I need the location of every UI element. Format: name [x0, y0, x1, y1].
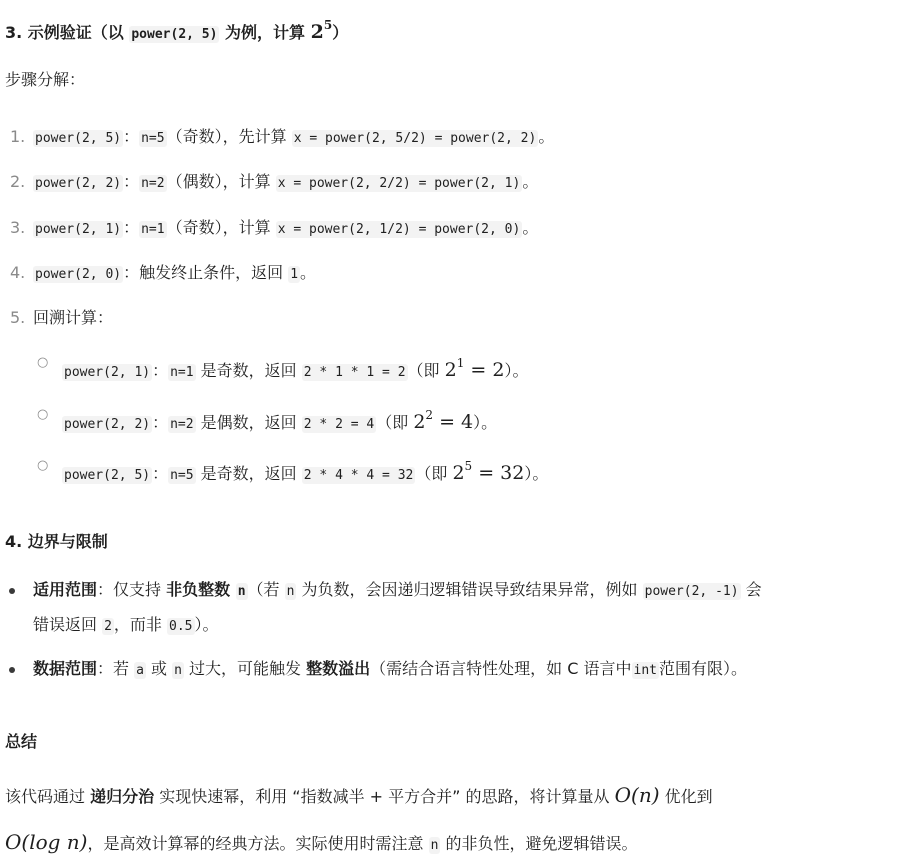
list-number: 2. — [10, 172, 26, 191]
heading-text: ） — [332, 23, 349, 42]
bold-label: 适用范围 — [33, 580, 98, 599]
inline-code: power(2, 5) — [35, 131, 122, 146]
heading-text: 为例，计算 — [219, 23, 311, 42]
summary-line-1: 该代码通过 递归分治 实现快速幂，利用 “指数减半 + 平方合并” 的思路，将计算量从 O(n) 优化到 — [5, 783, 713, 807]
inline-code: power(2, 5) — [64, 468, 151, 483]
bullet-dot-icon — [9, 667, 15, 673]
inline-code: x = power(2, 2/2) = power(2, 1) — [277, 176, 521, 191]
inline-code: 2 * 2 = 4 — [303, 417, 375, 432]
list-item-scope: 适用范围：仅支持 非负整数 n （若 n 为负数，会因递归逻辑错误导致结果异常，例如 power(2, -1) 会 错误返回 2 ，而非 0.5 ）。 — [0, 578, 904, 638]
inline-code: a — [136, 663, 144, 678]
inline-code: 2 * 4 * 4 = 32 — [303, 468, 414, 483]
sub-list-item: ○ power(2, 1) ： n=1 是奇数，返回 2 * 1 * 1 = 2 （即 $2^1 = 2$）。 — [0, 351, 904, 377]
list-number: 5. — [10, 308, 26, 327]
heading-text: 3. 示例验证（以 — [5, 23, 130, 42]
section-4-heading — [5, 530, 904, 554]
inline-code: 2 — [104, 619, 112, 634]
inline-code: x = power(2, 1/2) = power(2, 0) — [277, 222, 521, 237]
inline-code: 0.5 — [169, 619, 193, 634]
summary-heading — [5, 730, 904, 754]
inline-code: n=5 — [141, 131, 165, 146]
inline-math: $2^1 = 2$ — [444, 356, 505, 381]
inline-code: n — [430, 838, 439, 853]
list-number: 3. — [10, 218, 26, 237]
list-item-range: 数据范围：若 a 或 n 过大，可能触发 整数溢出（需结合语言特性处理，如 C 语言中 int 范围有限）。 — [0, 657, 904, 683]
section-title: 4. 边界与限制 — [5, 532, 108, 551]
heading-code: power(2, 5) — [131, 27, 218, 42]
bullet-dot-icon — [9, 588, 15, 594]
inline-code: n=1 — [141, 222, 165, 237]
inline-math: $2^5 = 32$ — [452, 459, 525, 484]
sub-list-item: ○ power(2, 5) ： n=5 是奇数，返回 2 * 4 * 4 = 32 （即 $2^5 = 32$）。 — [0, 454, 904, 480]
section-title: 总结 — [5, 732, 38, 751]
sub-list-item: ○ power(2, 2) ： n=2 是偶数，返回 2 * 2 = 4 （即 $2^2 = 4$）。 — [0, 403, 904, 429]
inline-code: power(2, 2) — [64, 417, 151, 432]
inline-code: power(2, 2) — [35, 176, 122, 191]
circle-bullet-icon: ○ — [37, 407, 49, 422]
inline-math: O(log n) — [5, 830, 88, 854]
inline-code: n — [237, 584, 246, 599]
heading-math: $2^5$ — [310, 18, 333, 43]
inline-code: n — [174, 663, 182, 678]
circle-bullet-icon: ○ — [37, 355, 49, 370]
inline-math: O(n) — [614, 783, 660, 807]
inline-code: power(2, 1) — [35, 222, 122, 237]
summary-line-2: O(log n)，是高效计算幂的经典方法。实际使用时需注意 n 的非负性，避免逻辑错误。 — [5, 830, 638, 854]
section-3-heading — [5, 13, 904, 47]
inline-code: power(2, 1) — [64, 365, 151, 380]
inline-code: 1 — [290, 267, 299, 282]
list-number: 4. — [10, 263, 26, 282]
inline-code: n=2 — [170, 417, 194, 432]
bold-label: 数据范围 — [33, 659, 98, 678]
inline-code: n=2 — [141, 176, 165, 191]
list-number: 1. — [10, 127, 26, 146]
inline-code: power(2, -1) — [644, 584, 739, 599]
inline-code: n=5 — [170, 468, 194, 483]
inline-code: int — [633, 663, 657, 678]
inline-code: 2 * 1 * 1 = 2 — [303, 365, 406, 380]
inline-code: x = power(2, 5/2) = power(2, 2) — [293, 131, 537, 146]
inline-code: n=1 — [170, 365, 194, 380]
circle-bullet-icon: ○ — [37, 458, 49, 473]
inline-code: power(2, 0) — [35, 267, 122, 282]
inline-math: $2^2 = 4$ — [413, 408, 474, 433]
steps-label: 步骤分解： — [5, 70, 86, 89]
inline-code: n — [286, 584, 295, 599]
